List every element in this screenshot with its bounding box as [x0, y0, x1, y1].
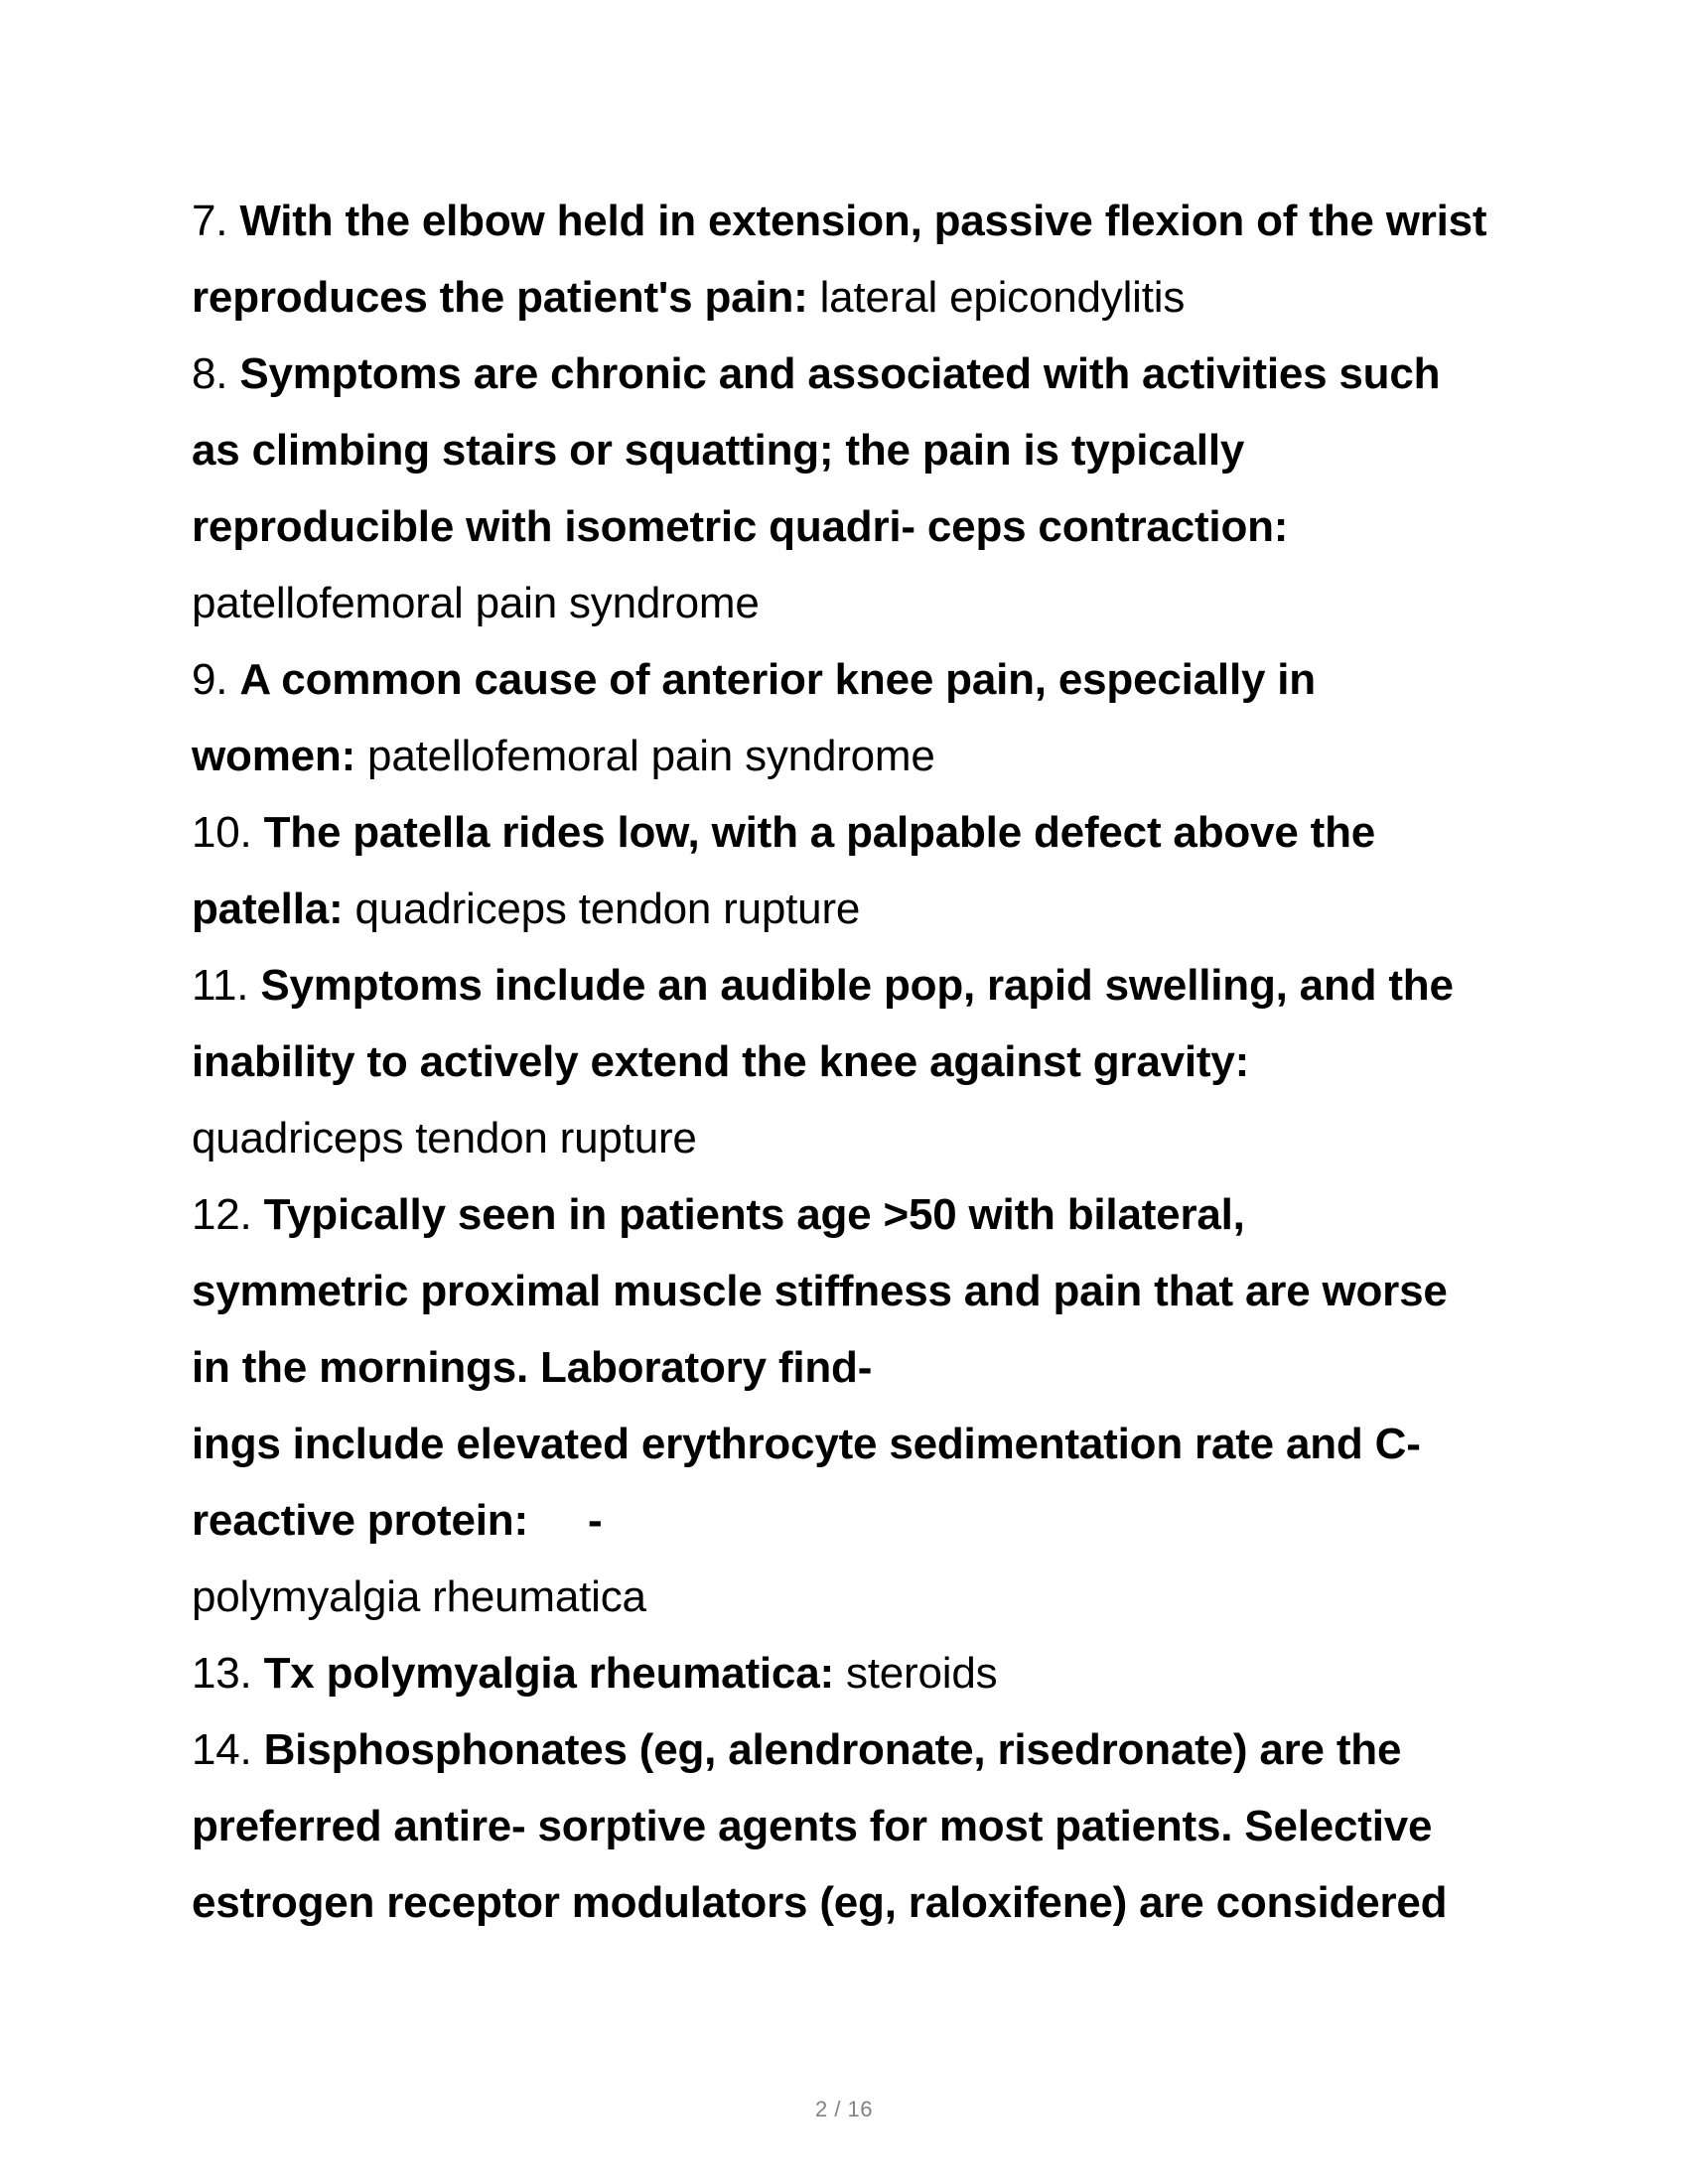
question-text-segment: preferred antire- sorptive agents for most patients. Selective — [192, 1802, 1433, 1850]
text-line — [192, 1559, 1582, 1635]
question-text-segment: Typically seen in patients age >50 with bilateral, — [263, 1190, 1245, 1239]
text-line — [192, 871, 1582, 947]
answer-text-segment: 9. — [192, 655, 240, 704]
text-line — [192, 1788, 1582, 1864]
question-text-segment: patella: — [192, 885, 344, 933]
document-text — [192, 183, 1582, 1941]
page-number: 2 / 16 — [814, 2097, 874, 2121]
text-line — [192, 641, 1582, 718]
question-text-segment: Bisphosphonates (eg, alendronate, risedronate) are the — [263, 1725, 1402, 1774]
text-line — [192, 1024, 1582, 1100]
answer-text-segment: 7. — [192, 197, 240, 245]
answer-text-segment: patellofemoral pain syndrome — [192, 579, 760, 627]
text-line — [192, 1635, 1582, 1711]
text-line — [192, 1176, 1582, 1253]
text-line — [192, 1406, 1582, 1482]
text-line — [192, 1864, 1582, 1941]
text-line — [192, 718, 1582, 794]
text-line — [192, 947, 1582, 1024]
answer-text-segment: quadriceps tendon rupture — [192, 1114, 697, 1162]
answer-text-segment: 14. — [192, 1725, 264, 1774]
answer-text-segment: patellofemoral pain syndrome — [355, 732, 935, 780]
answer-text-segment: 12. — [192, 1190, 264, 1239]
question-text-segment: Symptoms are chronic and associated with activities such — [239, 349, 1441, 398]
question-text-segment: A common cause of anterior knee pain, especially in — [239, 655, 1316, 704]
text-line — [192, 1482, 1582, 1559]
question-text-segment: reproduces the patient's pain: — [192, 273, 808, 322]
text-line — [192, 1329, 1582, 1406]
answer-text-segment: 8. — [192, 349, 240, 398]
text-line — [192, 336, 1582, 412]
text-line — [192, 794, 1582, 871]
text-line — [192, 259, 1582, 336]
question-text-segment: symmetric proximal muscle stiffness and pain that are worse — [192, 1267, 1448, 1315]
text-line — [192, 183, 1582, 259]
question-text-segment: estrogen receptor modulators (eg, raloxifene) are considered — [192, 1878, 1448, 1927]
text-line — [192, 1711, 1582, 1788]
text-line — [192, 1100, 1582, 1176]
question-text-segment: reactive protein: - — [192, 1496, 603, 1545]
answer-text-segment: steroids — [833, 1649, 998, 1698]
answer-text-segment: polymyalgia rheumatica — [192, 1572, 646, 1621]
question-text-segment: women: — [192, 732, 356, 780]
question-text-segment: The patella rides low, with a palpable defect above the — [263, 808, 1376, 857]
text-line — [192, 412, 1582, 488]
answer-text-segment: 13. — [192, 1649, 264, 1698]
text-line — [192, 488, 1582, 565]
question-text-segment: inability to actively extend the knee against gravity: — [192, 1037, 1250, 1086]
question-text-segment: in the mornings. Laboratory find- — [192, 1343, 873, 1392]
question-text-segment: Symptoms include an audible pop, rapid swelling, and the — [260, 961, 1454, 1010]
question-text-segment: With the elbow held in extension, passive flexion of the wrist — [239, 197, 1487, 245]
answer-text-segment: 11. — [192, 961, 261, 1010]
question-text-segment: as climbing stairs or squatting; the pain is typically — [192, 426, 1245, 475]
answer-text-segment: 10. — [192, 808, 264, 857]
text-line — [192, 1253, 1582, 1329]
text-line — [192, 565, 1582, 641]
answer-text-segment: quadriceps tendon rupture — [343, 885, 861, 933]
question-text-segment: Tx polymyalgia rheumatica: — [263, 1649, 834, 1698]
question-text-segment: reproducible with isometric quadri- ceps contraction: — [192, 502, 1289, 551]
question-text-segment: ings include elevated erythrocyte sedimentation rate and C- — [192, 1420, 1421, 1468]
answer-text-segment: lateral epicondylitis — [807, 273, 1186, 322]
